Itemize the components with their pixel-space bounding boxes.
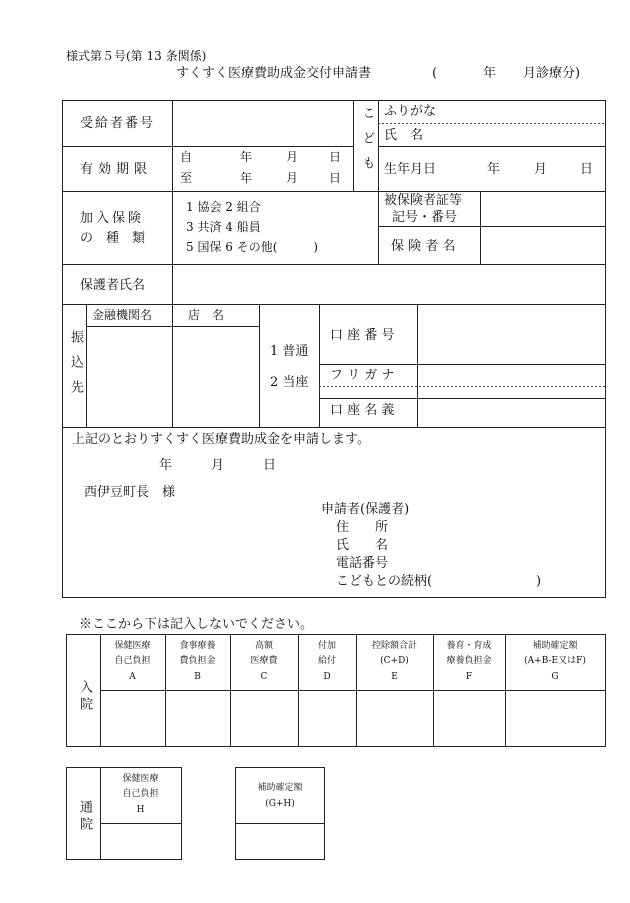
furigana-field[interactable] <box>450 102 604 122</box>
outpatient-col-h <box>100 772 181 818</box>
branch-name-label: 店 名 <box>188 308 225 322</box>
transfer-label: 振込先 <box>68 330 83 405</box>
account-number-label: 口 座 番 号 <box>330 328 395 343</box>
col-c-line2: 医療費 <box>250 656 278 667</box>
child-name-label: 氏 名 <box>384 128 424 143</box>
validity-from-month: 月 <box>286 150 299 164</box>
col-d-line2: 給付 <box>317 656 336 667</box>
col-b-code: B <box>194 671 201 682</box>
applicant-phone-label: 電話番号 <box>336 556 389 571</box>
col-a-line2: 自己負担 <box>114 656 151 667</box>
applicant-label: 申請者(保護者) <box>321 502 410 517</box>
period-year-field[interactable] <box>444 64 480 82</box>
birth-date-label: 生年月日 <box>384 162 437 177</box>
declaration-statement: 上記のとおりすくすく医療費助成金を申請します。 <box>72 432 370 447</box>
total-line1: 補助確定額 <box>257 783 303 793</box>
col-f-line2: 療養負担金 <box>446 656 492 667</box>
relation-close-paren: ) <box>536 574 542 589</box>
col-g-code: G <box>551 671 559 682</box>
validity-to-label: 至 <box>180 171 193 185</box>
validity-from-field[interactable] <box>196 148 346 168</box>
insurance-type-label-2: の 種 類 <box>80 231 146 246</box>
total-line2: (G+H) <box>265 799 295 810</box>
validity-to-field[interactable] <box>196 169 346 189</box>
office-use-notice: ※ここから下は記入しないでください。 <box>79 617 314 632</box>
applicant-phone-field[interactable] <box>410 554 600 572</box>
validity-to-month: 月 <box>286 171 299 185</box>
guardian-name-field[interactable] <box>174 266 604 303</box>
insurance-option-1[interactable]: 1 協会 2 組合 <box>186 200 261 214</box>
col-b-line2: 費負担金 <box>179 656 216 667</box>
account-type-regular[interactable]: 1 普通 <box>270 344 309 359</box>
recipient-no-field[interactable] <box>174 102 352 145</box>
col-e-line2: (C+D) <box>380 656 409 667</box>
col-b-line1: 食事療養 <box>179 641 216 651</box>
period-month-label: 月診療分) <box>523 66 581 81</box>
child-label <box>357 106 377 188</box>
declaration-date: 年 月 日 <box>159 458 277 473</box>
guardian-name-label: 保護者氏名 <box>80 278 146 293</box>
birth-month-label: 月 <box>534 162 548 177</box>
bank-name-label: 金融機関名 <box>92 308 153 322</box>
child-label-text: こども <box>359 106 375 181</box>
applicant-name-label: 氏 名 <box>336 538 389 553</box>
col-e-line1: 控除額合計 <box>371 641 417 651</box>
birth-day-label: 日 <box>580 162 594 177</box>
inpatient-col-e <box>356 639 433 685</box>
col-d-line1: 付加 <box>317 641 336 651</box>
form-number: 様式第５号(第 13 条関係) <box>66 49 207 63</box>
relation-field[interactable] <box>450 572 534 590</box>
form-title: すくすく医療費助成金交付申請書 <box>176 66 372 81</box>
col-a-line1: 保健医療 <box>114 641 151 651</box>
applicant-address-label: 住 所 <box>336 520 389 535</box>
account-holder-field[interactable] <box>419 400 604 426</box>
col-c-line1: 高額 <box>254 641 273 651</box>
inpatient-col-g <box>505 639 605 685</box>
col-e-code: E <box>391 671 398 682</box>
outpatient-label: 通院 <box>77 800 92 834</box>
inpatient-label: 入院 <box>77 680 92 714</box>
insurer-name-label: 保 険 者 名 <box>391 239 456 254</box>
outpatient-total-header <box>235 780 325 812</box>
account-kana-label: フ リ ガ ナ <box>330 368 395 383</box>
validity-to-year: 年 <box>240 171 253 185</box>
insured-cert-label-1: 被保険者証等 <box>384 193 463 208</box>
col-h-line2: 自己負担 <box>122 789 159 800</box>
period-year-label: 年 <box>483 66 497 81</box>
col-f-code: F <box>465 671 473 682</box>
account-holder-label: 口 座 名 義 <box>330 403 395 418</box>
insurer-name-field[interactable] <box>482 228 604 263</box>
child-name-field[interactable] <box>430 125 604 145</box>
col-a-code: A <box>129 671 136 682</box>
validity-to-day: 日 <box>329 171 342 185</box>
account-number-field[interactable] <box>419 306 604 363</box>
col-c-code: C <box>260 671 268 682</box>
furigana-label: ふりがな <box>384 104 437 119</box>
col-h-code: H <box>136 804 145 815</box>
insurance-type-label-1: 加入保険 <box>80 211 145 226</box>
inpatient-col-f <box>433 639 505 685</box>
insured-cert-label-2: 記号・番号 <box>392 210 458 225</box>
applicant-address-field[interactable] <box>410 518 600 536</box>
validity-from-day: 日 <box>329 150 342 164</box>
addressee: 西伊豆町長 様 <box>84 485 176 500</box>
bank-name-field[interactable] <box>88 328 171 426</box>
validity-from-label: 自 <box>180 150 193 164</box>
birth-date-field[interactable] <box>448 150 604 188</box>
col-g-line1: 補助確定額 <box>532 641 578 651</box>
period-month-field[interactable] <box>497 64 521 82</box>
insurance-option-2[interactable]: 3 共済 4 船員 <box>186 220 261 234</box>
period-open-paren: ( <box>432 66 438 81</box>
validity-from-year: 年 <box>240 150 253 164</box>
branch-name-field[interactable] <box>174 328 258 426</box>
account-kana-field[interactable] <box>419 366 604 385</box>
insured-cert-field[interactable] <box>482 193 604 225</box>
validity-label: 有効期限 <box>80 162 153 177</box>
applicant-name-field[interactable] <box>410 536 600 554</box>
inpatient-col-a <box>100 639 165 685</box>
col-d-code: D <box>323 671 331 682</box>
inpatient-col-c <box>230 639 298 685</box>
col-h-line1: 保健医療 <box>122 774 159 784</box>
account-type-current[interactable]: 2 当座 <box>270 375 309 390</box>
inpatient-col-d <box>298 639 356 685</box>
inpatient-col-b <box>165 639 230 685</box>
col-f-line1: 養育・育成 <box>446 641 492 651</box>
recipient-no-label: 受給者番号 <box>80 116 156 131</box>
birth-year-label: 年 <box>487 162 501 177</box>
col-g-line2: (A+B-E又はF) <box>524 656 586 667</box>
relation-label: こどもとの続柄( <box>336 574 433 589</box>
insurance-option-3[interactable]: 5 国保 6 その他( ) <box>186 240 319 254</box>
